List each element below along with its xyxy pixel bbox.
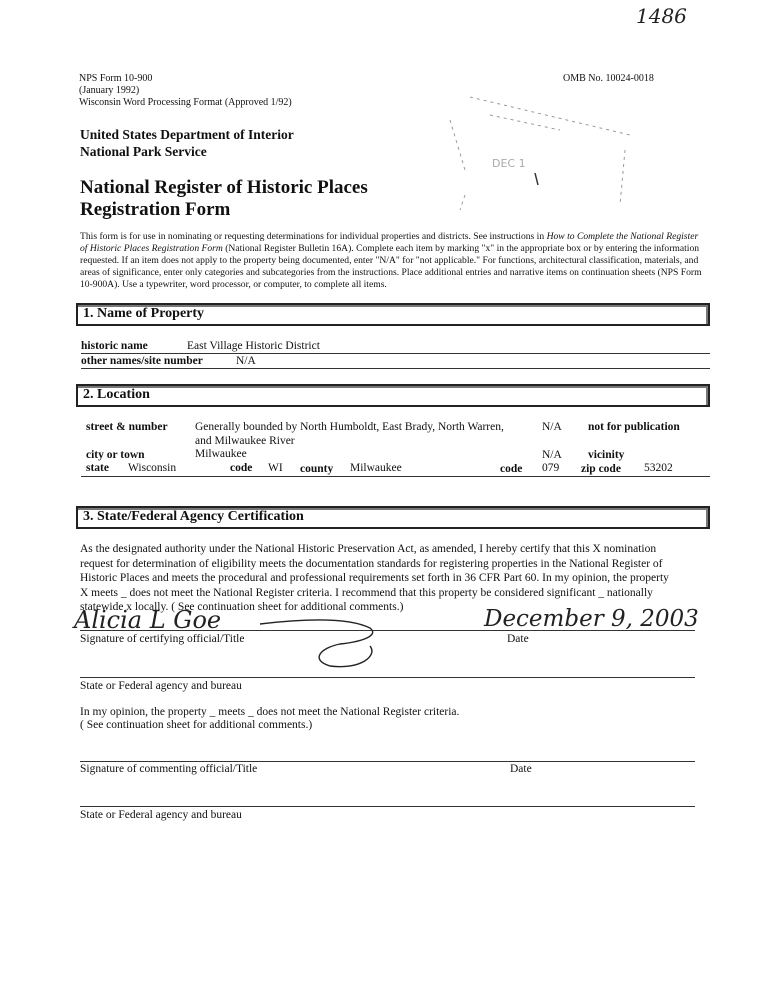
street-label: street & number (86, 421, 168, 433)
section-2-header (76, 384, 710, 407)
certification-text: As the designated authority under the National Historic Preservation Act, as amended, I hereby certify that this X nomination request for determination of eligibility meets the documentation standards for registering properties in the National Register of Historic Places and meets the procedural and professional requirements set forth in 36 CFR Part 60. In my opinion, the property X meets _ does not meet the National Register criteria. I recommend that this property be considered significant _ nationally statewide x locally. ( See continuation sheet for additional comments.) (80, 543, 669, 613)
stamp-text: DEC 1 (492, 157, 526, 170)
county-value[interactable]: Milwaukee (350, 462, 402, 474)
form-title-line2: Registration Form (80, 199, 231, 220)
corner-handwritten-number: 1486 (636, 4, 687, 28)
zip-value[interactable]: 53202 (644, 462, 673, 474)
certifying-date-label: Date (507, 633, 529, 645)
historic-name-value[interactable]: East Village Historic District (187, 340, 320, 352)
commenting-date-label: Date (510, 763, 532, 775)
county-code-label: code (500, 463, 523, 475)
city-value[interactable]: Milwaukee (195, 448, 247, 460)
not-for-publication-label: not for publication (588, 421, 680, 433)
county-code-value[interactable]: 079 (542, 462, 560, 474)
state-value[interactable]: Wisconsin (128, 462, 177, 474)
street-na: N/A (542, 421, 562, 433)
other-names-value[interactable]: N/A (236, 355, 256, 367)
zip-label: zip code (581, 463, 621, 475)
section-3-header (76, 506, 710, 529)
form-format: Wisconsin Word Processing Format (Approved 1/92) (79, 97, 292, 108)
street-value-line1[interactable]: Generally bounded by North Humboldt, East Brady, North Warren, (195, 421, 504, 433)
opinion-text-line2: ( See continuation sheet for additional comments.) (80, 719, 313, 731)
vicinity-label: vicinity (588, 449, 625, 461)
form-number: NPS Form 10-900 (79, 73, 153, 84)
state-code-value[interactable]: WI (268, 462, 283, 474)
certifying-signature-label: Signature of certifying official/Title (80, 633, 245, 645)
agency-bureau-label: State or Federal agency and bureau (80, 680, 242, 692)
bureau-line (80, 677, 695, 678)
handwritten-signature: Alicia L Goe (74, 606, 222, 634)
divider (81, 368, 710, 369)
bureau-line-2 (80, 806, 695, 807)
section-1-title: 1. Name of Property (83, 306, 205, 321)
form-date: (January 1992) (79, 85, 140, 96)
section-3-title: 3. State/Federal Agency Certification (83, 509, 304, 524)
handwritten-date: December 9, 2003 (484, 606, 699, 632)
agency-service: National Park Service (80, 144, 207, 159)
signature-flourish (220, 612, 420, 670)
historic-name-label: historic name (81, 340, 148, 352)
section-1-header (76, 303, 710, 326)
commenting-signature-label: Signature of commenting official/Title (80, 763, 258, 775)
city-label: city or town (86, 449, 145, 461)
agency-department: United States Department of Interior (80, 127, 294, 142)
instructions-paragraph: This form is for use in nominating or requesting determinations for individual properties and districts. See instructions in How to Complete the National Register of Historic Places Registration Form (National Register Bulletin 16A). Complete each item by marking "x" in the appropriate box or by entering the information requested. If an item does not apply to the property being documented, enter "N/A" for "not applicable." For functions, architectural classification, materials, and areas of significance, enter only categories and subcategories from the instructions. Place additional entries and narrative items on continuation sheets (NPS Form 10-900A). Use a typewriter, word processor, or computer, to complete all items. (80, 231, 702, 290)
city-na: N/A (542, 449, 562, 461)
opinion-text-line1: In my opinion, the property _ meets _ does not meet the National Register criteria. (80, 706, 460, 718)
omb-number: OMB No. 10024-0018 (563, 73, 654, 84)
state-label: state (86, 462, 109, 474)
section-2-title: 2. Location (83, 387, 150, 402)
signature-line (80, 630, 695, 631)
form-title-line1: National Register of Historic Places (80, 177, 368, 198)
state-code-label: code (230, 462, 253, 474)
divider (81, 476, 710, 477)
other-names-label: other names/site number (81, 355, 203, 367)
county-label: county (300, 463, 334, 475)
agency-bureau-label-2: State or Federal agency and bureau (80, 809, 242, 821)
street-value-line2[interactable]: and Milwaukee River (195, 435, 295, 447)
received-stamp (420, 85, 650, 225)
